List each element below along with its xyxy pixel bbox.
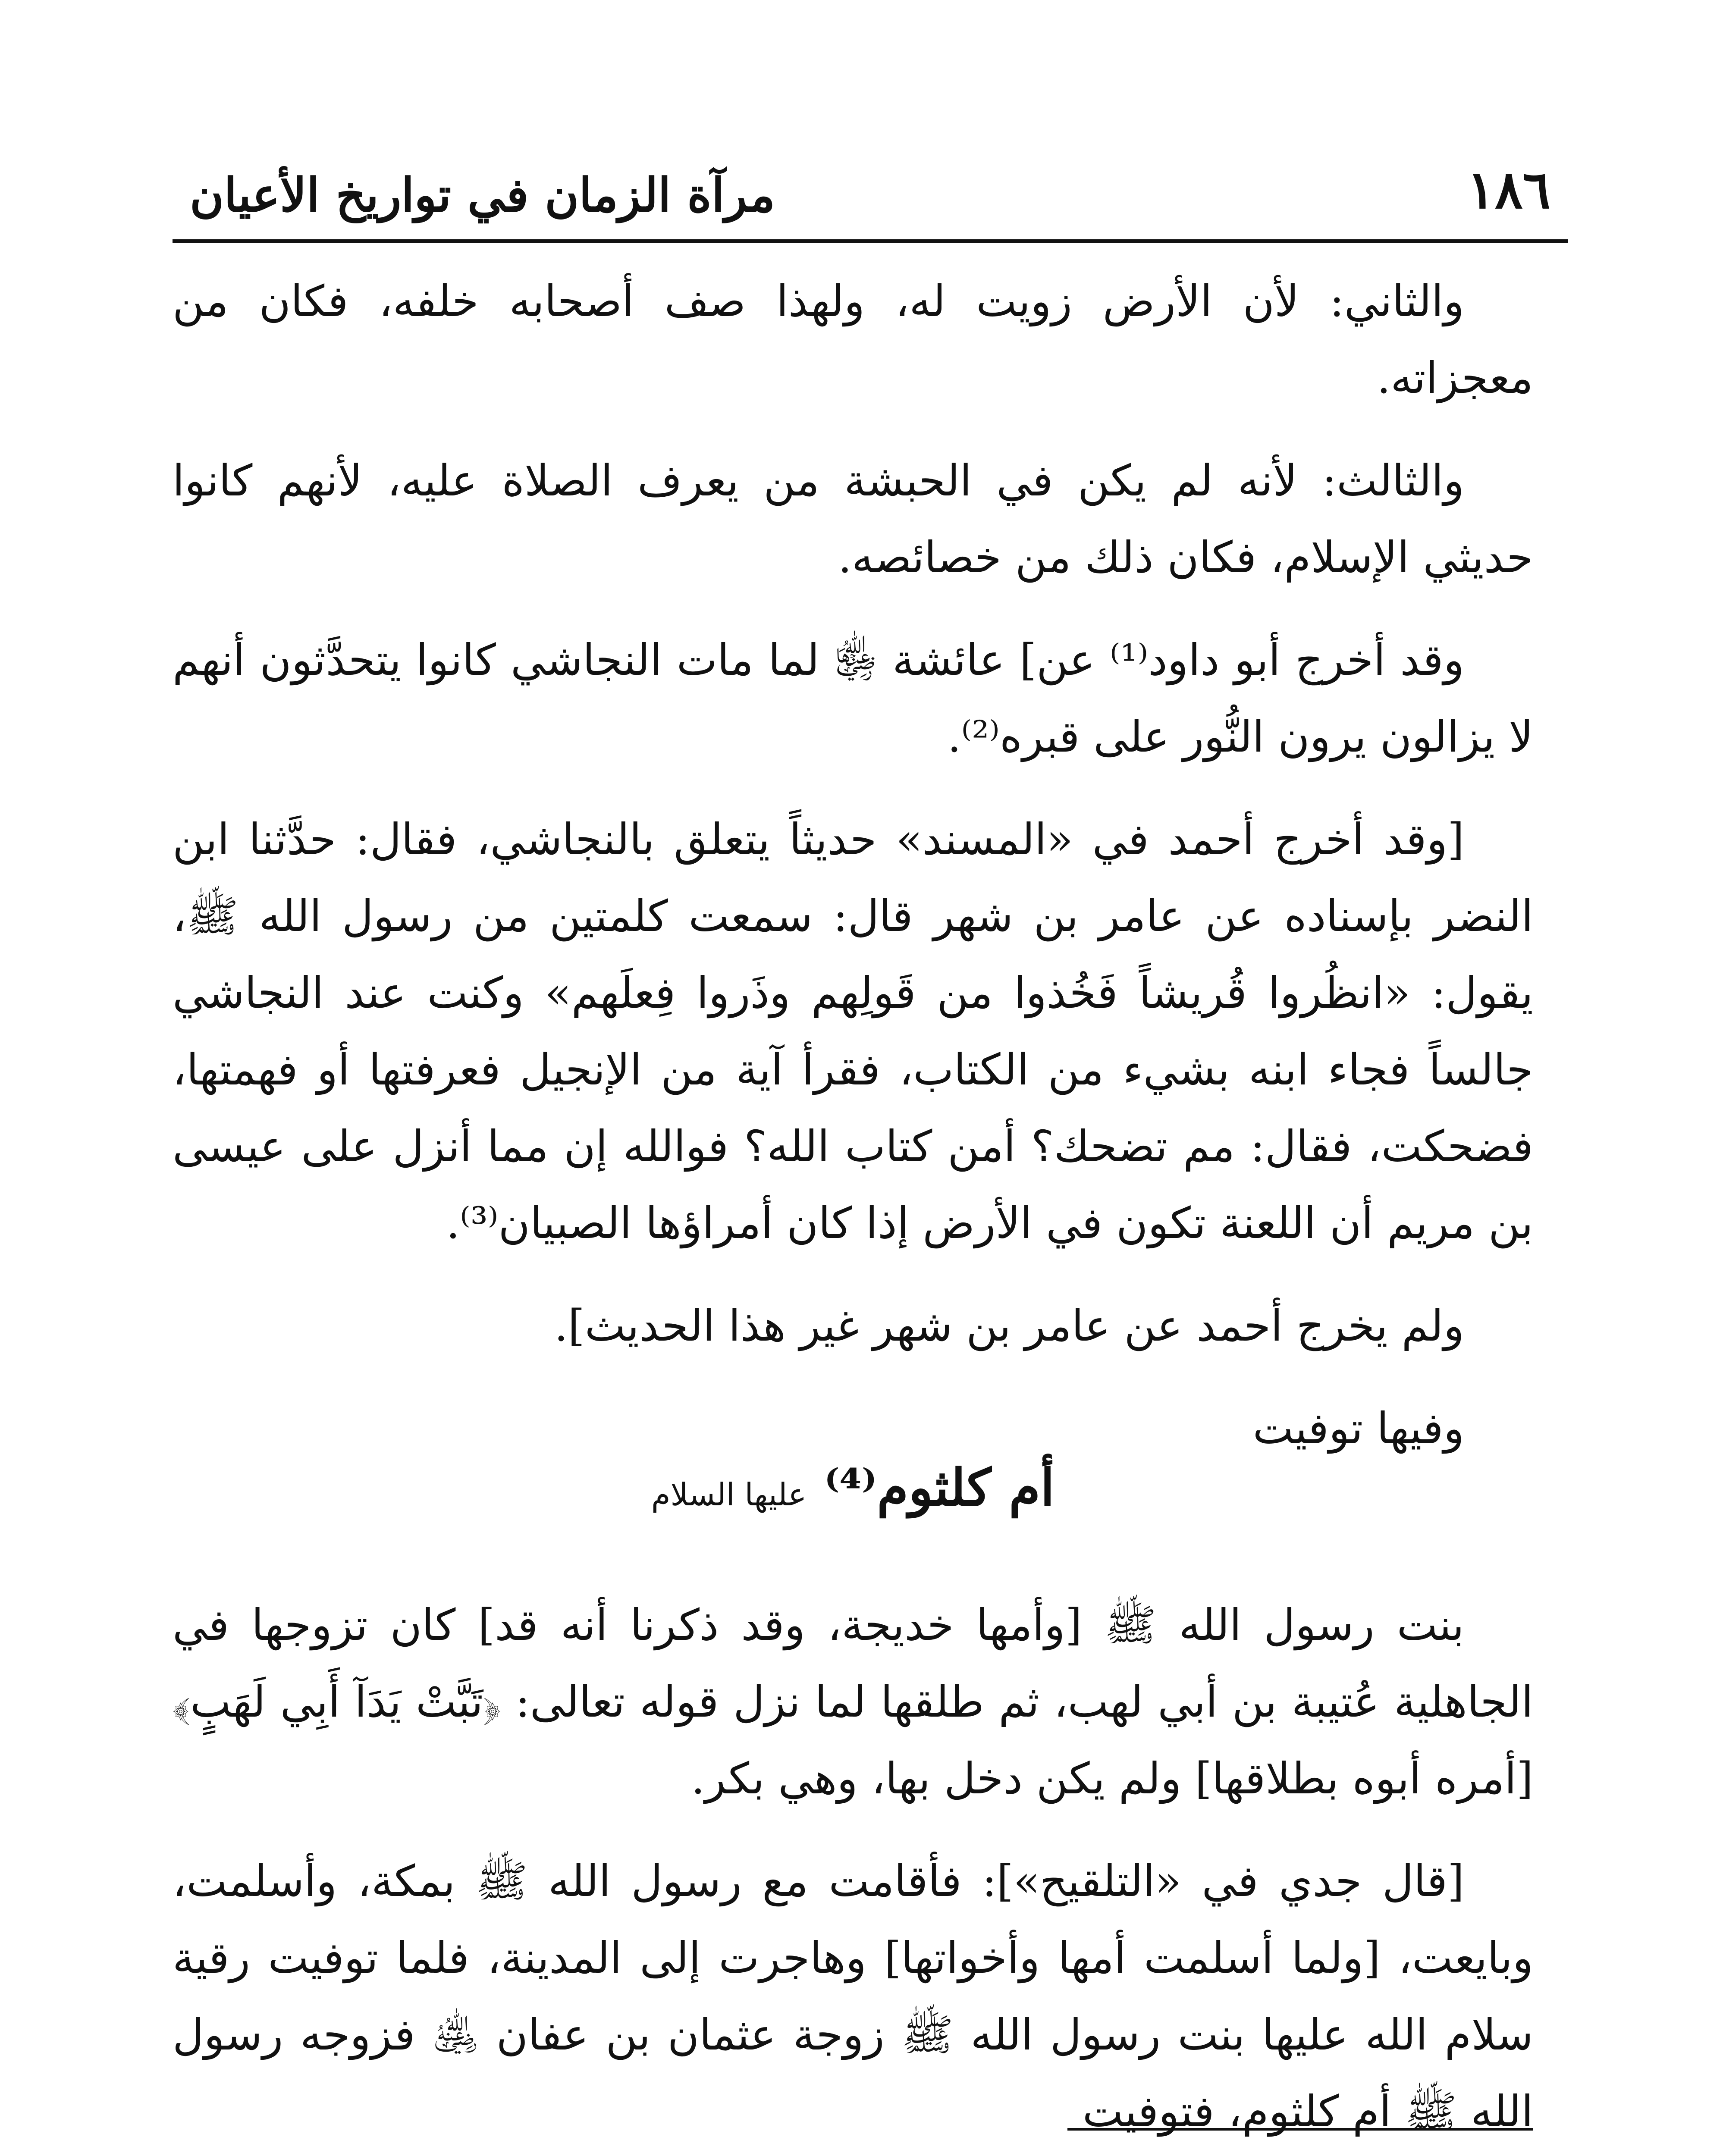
header-divider: [173, 239, 1568, 243]
main-text: [173, 263, 1533, 1493]
page-number: ١٨٦: [1467, 160, 1550, 220]
honorific-ligature: عليها السلام: [651, 1476, 807, 1513]
paragraph: [وقد أخرج أحمد في «المسند» حديثاً يتعلق بالنجاشي، فقال: حدَّثنا ابن النضر بإسناده عن عامر بن شهر قال: سمعت كلمتين من رسول الله ﷺ، يقول: «انظُروا قُريشاً فَخُذوا من قَولِهم وذَروا فِعلَهم» وكنت عند النجاشي جالساً فجاء ابنه بشيء من الكتاب، فقرأ آية من الإنجيل فعرفتها أو فهمتها، فضحكت، فقال: مم تضحك؟ أمن كتاب الله؟ فوالله إن مما أنزل على عيسى بن مريم أن اللعنة تكون في الأرض إذا كان أمراؤها الصبيان⁽³⁾.: [173, 814, 1533, 1248]
paragraph: وفيها توفيت: [1252, 1403, 1464, 1454]
paragraph: بنت رسول الله ﷺ [وأمها خديجة، وقد ذكرنا أنه قد] كان تزوجها في الجاهلية عُتيبة بن أبي لهب، ثم طلقها لما نزل قوله تعالى: ﴿تَبَّتْ يَدَآ أَبِي لَهَبٍ﴾ [أمره أبوه بطلاقها] ولم يكن دخل بها، وهي بكر.: [173, 1600, 1533, 1804]
page-header: [173, 160, 1568, 241]
paragraph: والثاني: لأن الأرض زويت له، ولهذا صف أصحابه خلفه، فكان من معجزاته.: [173, 276, 1533, 403]
running-title: مرآة الزمان في تواريخ الأعيان: [190, 168, 775, 222]
paragraph: [قال جدي في «التلقيح»]: فأقامت مع رسول الله ﷺ بمكة، وأسلمت، وبايعت، [ولما أسلمت أمها وأخواتها] وهاجرت إلى المدينة، فلما توفيت رقية سلام الله عليها بنت رسول الله ﷺ زوجة عثمان بن عفان ﵁ فزوجه رسول الله ﷺ أم كلثوم، فتوفيت: [173, 1856, 1533, 2137]
paragraph: وقد أخرج أبو داود⁽¹⁾ عن] عائشة ﵂ لما مات النجاشي كانوا يتحدَّثون أنهم لا يزالون يرون النُّور على قبره⁽²⁾.: [173, 635, 1533, 762]
paragraph: والثالث: لأنه لم يكن في الحبشة من يعرف الصلاة عليه، لأنهم كانوا حديثي الإسلام، فكان ذلك من خصائصه.: [173, 455, 1533, 583]
footnote-divider: [1067, 2128, 1533, 2131]
section-heading: [173, 1457, 1533, 1517]
paragraph: ولم يخرج أحمد عن عامر بن شهر غير هذا الحديث].: [554, 1300, 1464, 1351]
footnotes: [173, 2152, 1507, 2156]
section-text: [173, 1587, 1533, 2156]
heading-title: أم كلثوم⁽⁴⁾: [824, 1457, 1055, 1517]
footnote-item: [173, 2152, 1507, 2156]
